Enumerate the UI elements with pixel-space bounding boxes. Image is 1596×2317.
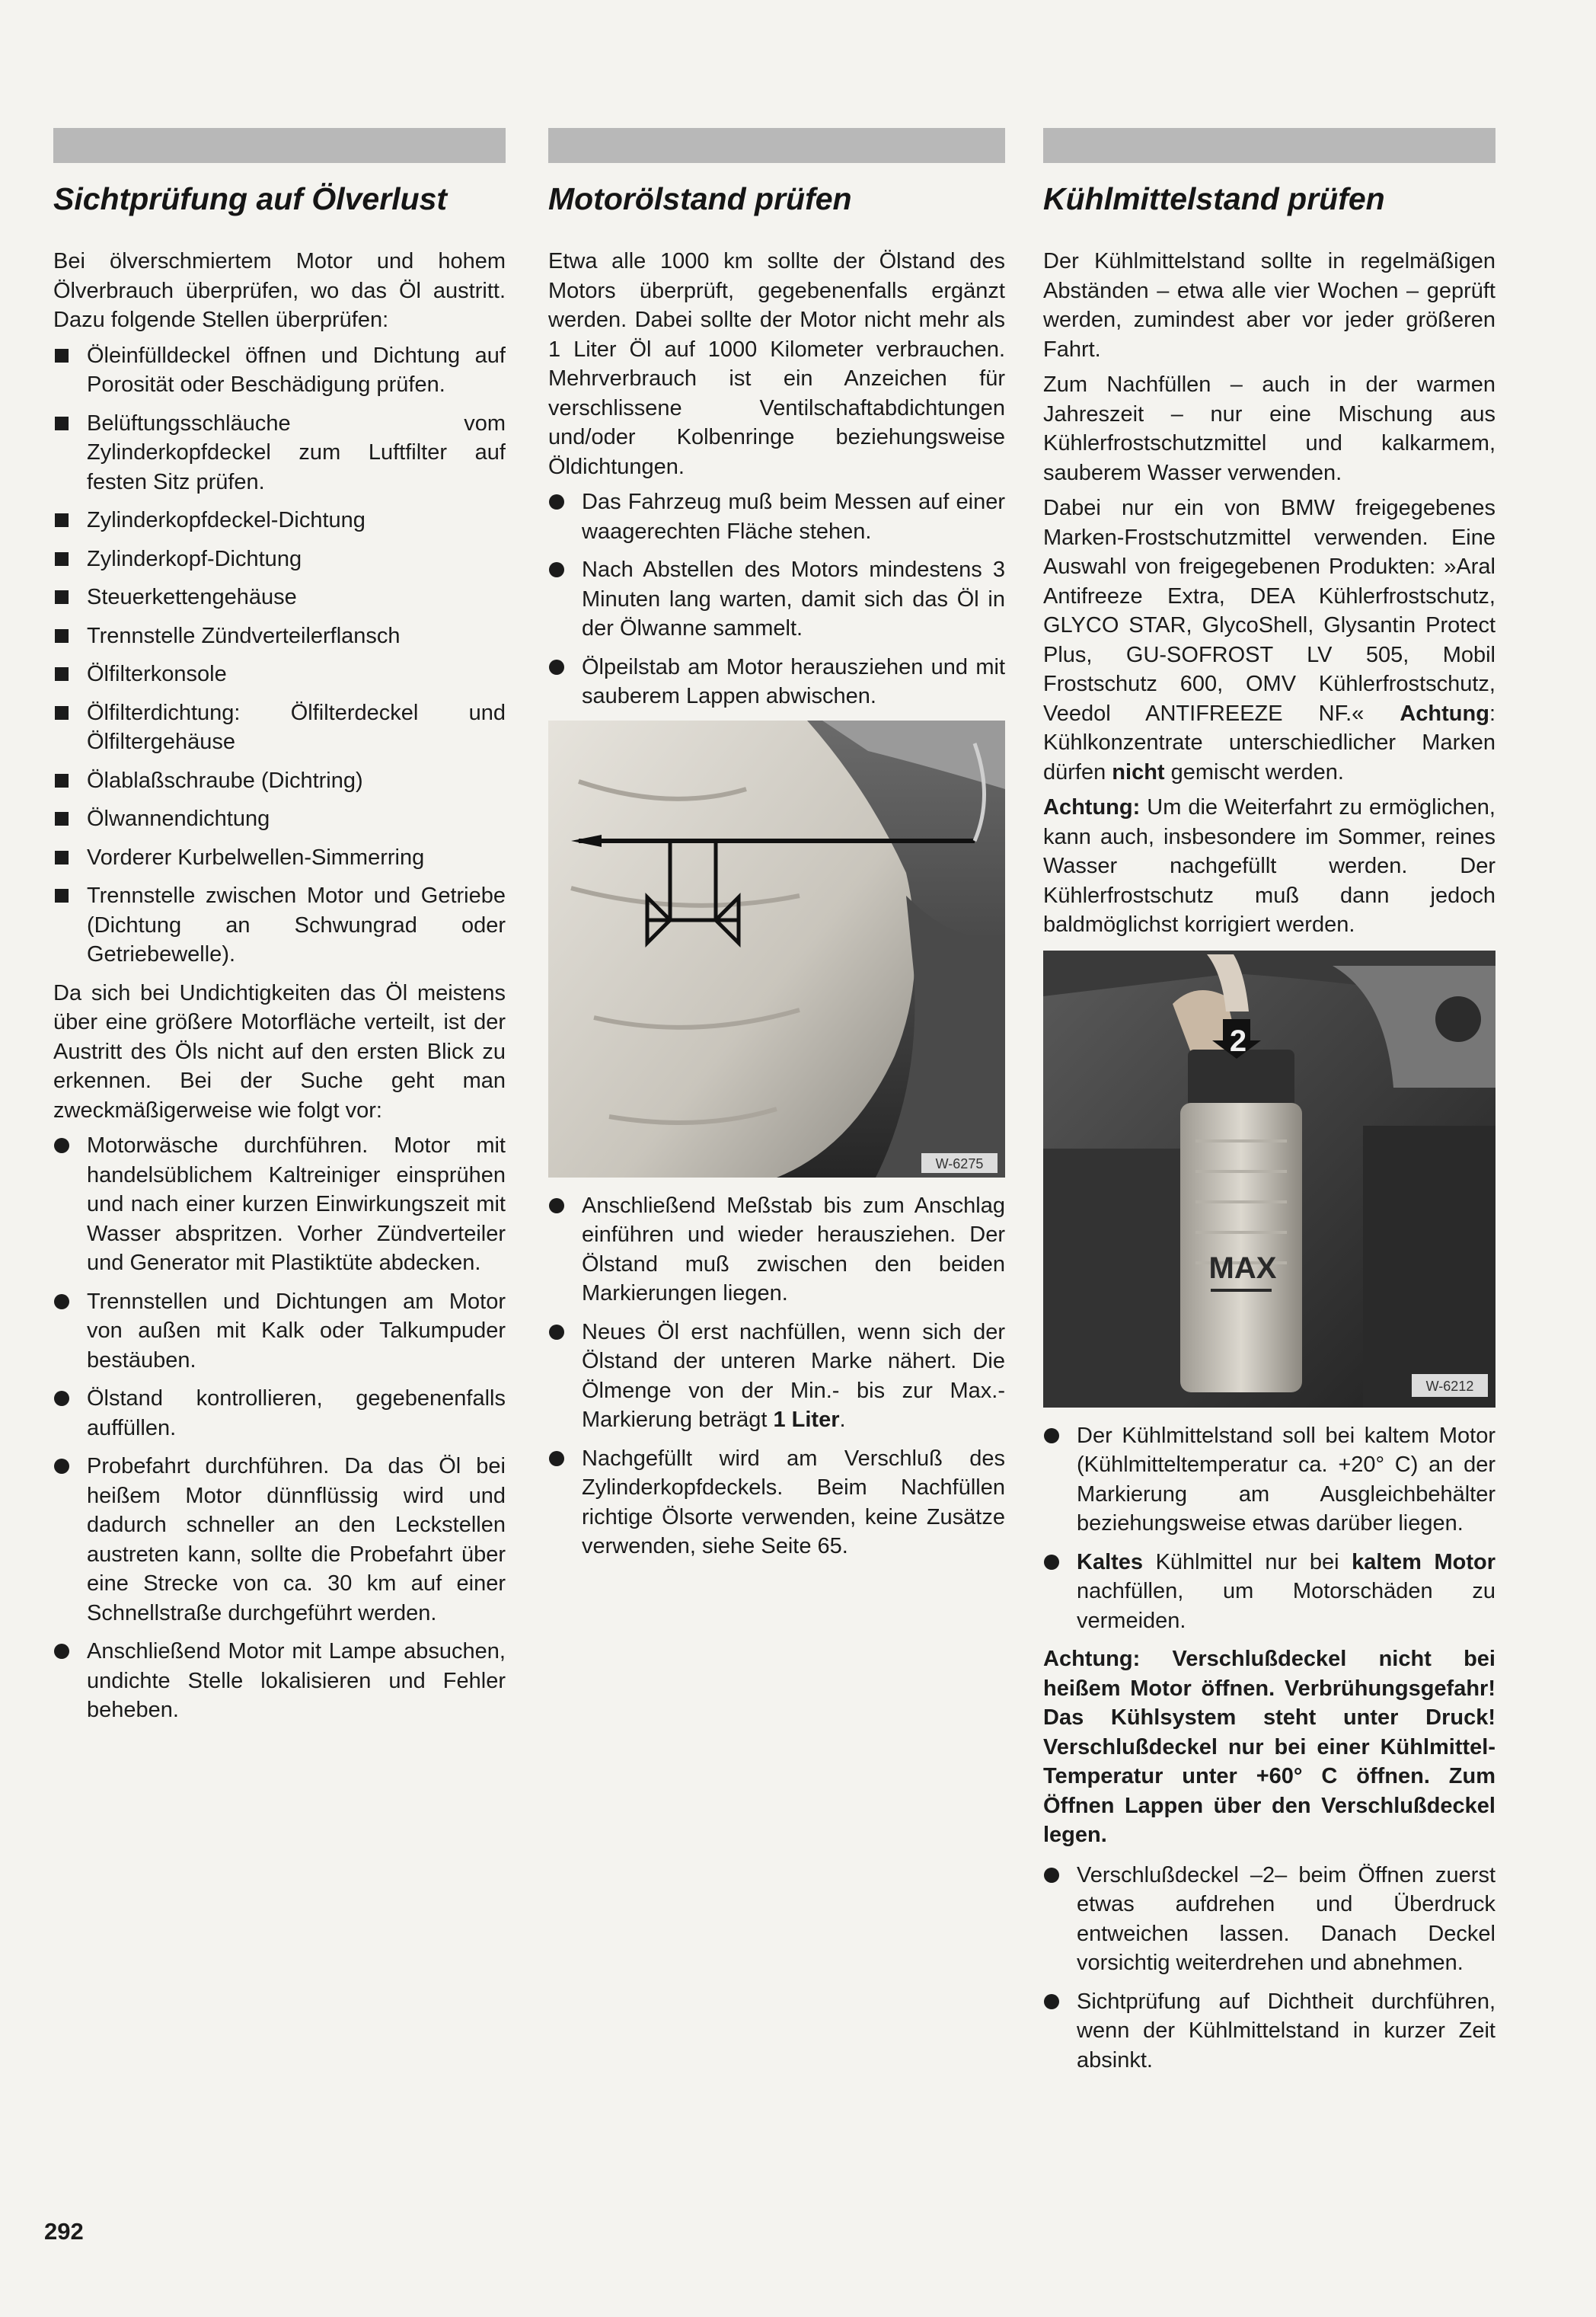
section-header-bar [53,128,506,163]
square-bullet-icon [55,552,69,566]
list-item: Trennstelle zwischen Motor und Getriebe (Dichtung an Schwungrad oder Getriebewelle). [53,881,506,970]
list-item: Zylinderkopf-Dichtung [53,545,506,574]
square-bullet-icon [55,774,69,788]
square-bullet-icon [55,349,69,363]
list-item: Ölfilterkonsole [53,660,506,689]
dipstick-illustration [548,721,1005,1178]
square-bullet-icon [55,706,69,720]
round-bullet-icon [54,1459,69,1474]
square-bullet-icon [55,629,69,643]
round-bullet-icon [549,494,564,510]
list-item: Der Kühlmittelstand soll bei kaltem Motor (Kühlmitteltemperatur ca. +20° C) an der Markierung am Ausgleichbehälter beziehungsweise etwas darüber liegen. [1043,1421,1495,1539]
page-number: 292 [44,2218,84,2245]
square-bullet-icon [55,417,69,430]
round-bullet-icon [54,1294,69,1309]
list-item: Ölpeilstab am Motor herausziehen und mit sauberem Lappen abwischen. [548,653,1005,711]
list-item: Öleinfülldeckel öffnen und Dichtung auf Porosität oder Beschädigung prüfen. [53,341,506,400]
list-item: Ölwannendichtung [53,804,506,834]
section-title: Sichtprüfung auf Ölverlust [53,181,448,216]
intro-paragraph: Etwa alle 1000 km sollte der Ölstand des Motors überprüft, gegebenenfalls ergänzt werden. Dabei sollte der Motor nicht mehr als 1 Liter Öl auf 1000 Kilometer verbrauchen. Mehrverbrauch ist ein Anzeichen für verschlissene Ventilschaftabdichtungen und/oder Kolbenringe beziehungsweise Öldichtungen. [548,249,1005,479]
round-bullet-icon [1044,1994,1059,2009]
list-item: Vorderer Kurbelwellen-Simmerring [53,843,506,873]
list-item: Sichtprüfung auf Dichtheit durchführen, wenn der Kühlmittelstand in kurzer Zeit absinkt. [1043,1987,1495,2076]
section-title: Motorölstand prüfen [548,181,852,216]
round-bullet-icon [1044,1555,1059,1570]
coolant-tank-illustration [1043,951,1495,1408]
intro-paragraph: Bei ölverschmiertem Motor und hohem Ölverbrauch überprüfen, wo das Öl austritt. Dazu folgende Stellen überprüfen: [53,249,506,332]
check-points-list [53,341,506,970]
list-item: Anschließend Motor mit Lampe absuchen, undichte Stelle lokalisieren und Fehler beheben. [53,1637,506,1725]
section-header-bar [1043,128,1495,163]
round-bullet-icon [54,1644,69,1659]
procedure-intro: Da sich bei Undichtigkeiten das Öl meistens über eine größere Motorfläche verteilt, ist der Austritt des Öls nicht auf den ersten Blick zu erkennen. Bei der Suche geht man zweckmäßigerweise wie folgt vor: [53,980,506,1123]
square-bullet-icon [55,812,69,826]
round-bullet-icon [54,1138,69,1153]
square-bullet-icon [55,590,69,604]
max-mark-label: MAX [1208,1251,1277,1285]
list-item: Ölablaßschraube (Dichtring) [53,766,506,796]
steps-list-2 [548,1191,1005,1561]
column-oil-level [548,128,1005,1571]
steps-list [1043,1421,1495,1636]
procedure-list [53,1131,506,1725]
list-item: Ölfilterdichtung: Ölfilterdeckel und Ölfiltergehäuse [53,698,506,757]
list-item: Neues Öl erst nachfüllen, wenn sich der Ölstand der unteren Marke nähert. Die Ölmenge von der Min.- bis zur Max.-Markierung beträgt 1 Liter. [548,1318,1005,1435]
list-item: Das Fahrzeug muß beim Messen auf einer waagerechten Fläche stehen. [548,487,1005,546]
list-item: Nachgefüllt wird am Verschluß des Zylinderkopfdeckels. Beim Nachfüllen richtige Ölsorte verwenden, keine Zusätze verwenden, siehe Seite 65. [548,1444,1005,1561]
list-item: Belüftungsschläuche vom Zylinderkopfdeckel zum Luftfilter auf festen Sitz prüfen. [53,409,506,497]
square-bullet-icon [55,667,69,681]
section-header-bar [548,128,1005,163]
photo-label: W-6212 [1425,1378,1474,1394]
square-bullet-icon [55,851,69,864]
round-bullet-icon [549,562,564,577]
coolant-tank-photo [1043,951,1495,1408]
list-item: Trennstellen und Dichtungen am Motor von außen mit Kalk oder Talkumpuder bestäuben. [53,1287,506,1376]
steps-list [548,487,1005,711]
list-item: Kaltes Kühlmittel nur bei kaltem Motor nachfüllen, um Motorschäden zu vermeiden. [1043,1548,1495,1636]
list-item: Ölstand kontrollieren, gegebenenfalls auffüllen. [53,1384,506,1443]
paragraph: Der Kühlmittelstand sollte in regelmäßigen Abständen – etwa alle vier Wochen – geprüft werden, zumindest aber vor jeder größeren Fahrt. [1043,249,1495,362]
round-bullet-icon [549,1325,564,1340]
list-item: Nach Abstellen des Motors mindestens 3 Minuten lang warten, damit sich das Öl in der Ölwanne sammelt. [548,555,1005,644]
paragraph: Zum Nachfüllen – auch in der warmen Jahreszeit – nur eine Mischung aus Kühlerfrostschutzmittel und kalkarmem, sauberem Wasser verwenden. [1043,372,1495,485]
steps-list-2 [1043,1861,1495,2076]
round-bullet-icon [549,1451,564,1466]
round-bullet-icon [54,1391,69,1406]
column-coolant-level [1043,128,1495,2084]
round-bullet-icon [549,660,564,675]
cap-number-label: 2 [1229,1024,1247,1058]
warning-paragraph: Achtung: Verschlußdeckel nicht bei heißem Motor öffnen. Verbrühungsgefahr! Das Kühlsystem steht unter Druck! Verschlußdeckel nur bei einer Kühlmittel-Temperatur unter +60° C öffnen. Zum Öffnen Lappen über den Verschlußdeckel legen. [1043,1647,1495,1847]
list-item: Anschließend Meßstab bis zum Anschlag einführen und wieder herausziehen. Der Ölstand muß zwischen den beiden Markierungen liegen. [548,1191,1005,1309]
round-bullet-icon [549,1198,564,1213]
antifreeze-paragraph: Dabei nur ein von BMW freigegebenes Marken-Frostschutzmittel verwenden. Eine Auswahl von freigegebenen Produkten: »Aral Antifreeze Extra, DEA Kühlerfrostschutz, GLYCO STAR, GlycoShell, Glysantin Protect Plus, GU-SOFROST LV 505, Mobil Frostschutz 600, OMV Kühlerfrostschutz, Veedol ANTIFREEZE NF.« Achtung: Kühlkonzentrate unterschiedlicher Marken dürfen nicht gemischt werden. [1043,496,1495,785]
water-note-paragraph: Achtung: Um die Weiterfahrt zu ermöglichen, kann auch, insbesondere im Sommer, reines Wasser nachgefüllt werden. Der Kühlerfrostschutz muß dann jedoch baldmöglichst korrigiert werden. [1043,795,1495,937]
list-item: Verschlußdeckel –2– beim Öffnen zuerst etwas aufdrehen und Überdruck entweichen lassen. Danach Deckel vorsichtig weiterdrehen und abnehmen. [1043,1861,1495,1978]
round-bullet-icon [1044,1428,1059,1443]
photo-label: W-6275 [935,1155,984,1171]
square-bullet-icon [55,513,69,527]
list-item: Steuerkettengehäuse [53,583,506,612]
list-item: Zylinderkopfdeckel-Dichtung [53,506,506,535]
section-title: Kühlmittelstand prüfen [1043,181,1385,216]
list-item: Probefahrt durchführen. Da das Öl bei heißem Motor dünnflüssig wird und dadurch schneller an den Leckstellen austreten kann, sollte die Probefahrt über eine Strecke von ca. 30 km auf einer Schnellstraße durchgeführt werden. [53,1452,506,1628]
square-bullet-icon [55,889,69,903]
round-bullet-icon [1044,1868,1059,1883]
dipstick-photo [548,721,1005,1178]
list-item: Motorwäsche durchführen. Motor mit handelsüblichem Kaltreiniger einsprühen und nach einer kurzen Einwirkungszeit mit Wasser abspritzen. Vorher Zündverteiler und Generator mit Plastiktüte abdecken. [53,1131,506,1278]
list-item: Trennstelle Zündverteilerflansch [53,622,506,651]
column-oil-leak [53,128,506,1734]
